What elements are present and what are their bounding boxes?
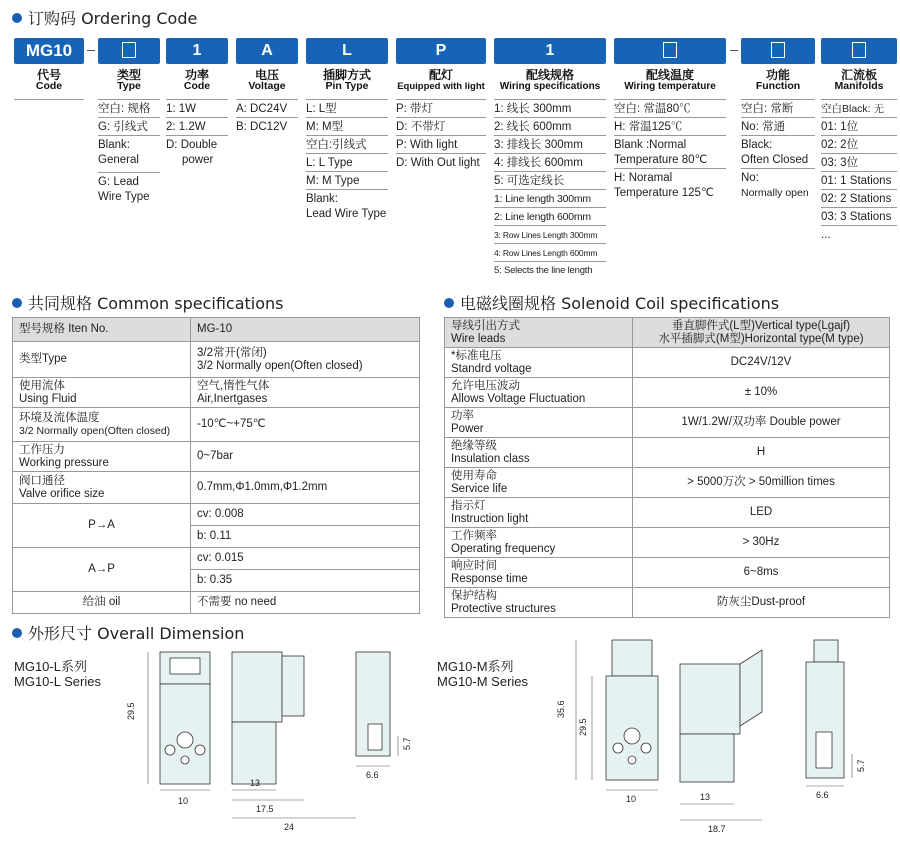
bullet-icon xyxy=(444,298,454,308)
cell-line: Operating frequency xyxy=(451,542,556,555)
table-row xyxy=(13,472,420,504)
cell: 型号规格 Iten No. xyxy=(13,318,191,342)
cell xyxy=(445,378,633,408)
blank-box-icon xyxy=(663,42,677,58)
cell-line: 3/2 Normally open(Often closed) xyxy=(197,359,363,372)
option: G: Lead xyxy=(98,172,160,190)
cell: cv: 0.008 xyxy=(191,504,420,526)
option: M: M Type xyxy=(306,171,388,189)
option: 5: 可选定线长 xyxy=(494,171,606,189)
cell-line: 工作频率 xyxy=(451,529,497,542)
header-pin xyxy=(306,70,388,92)
dim-label: 5.7 xyxy=(856,759,866,772)
option: 5: Selects the line length xyxy=(494,261,606,279)
header-wiring xyxy=(494,70,606,92)
header-function xyxy=(741,70,815,92)
cell: H xyxy=(633,438,890,468)
dim-label: 24 xyxy=(284,822,295,832)
header-en: Type xyxy=(117,80,141,92)
dim-label: 6.6 xyxy=(366,770,379,780)
code-box-type xyxy=(98,38,160,64)
screw-hole xyxy=(613,743,623,753)
dim-label: 17.5 xyxy=(256,804,274,814)
header-en: Voltage xyxy=(248,80,286,92)
option: Wire Type xyxy=(98,191,150,203)
dim-label: 6.6 xyxy=(816,790,829,800)
cell-line: 指示灯 xyxy=(451,499,486,512)
option: L: L型 xyxy=(306,99,388,117)
cell-line: Protective structures xyxy=(451,602,556,615)
coil-side xyxy=(740,650,762,726)
header-en: Function xyxy=(755,80,801,92)
option: Blank: xyxy=(306,189,388,207)
table-row xyxy=(13,408,420,442)
cell-line: 导线引出方式 xyxy=(451,319,520,332)
power-options xyxy=(166,99,228,168)
manifold-options xyxy=(821,99,897,243)
light-options xyxy=(396,99,486,171)
table-row xyxy=(445,348,890,378)
cell-line: Insulation class xyxy=(451,452,530,465)
header-code xyxy=(14,70,84,92)
cell-line: 保护结构 xyxy=(451,589,497,602)
option: 1: 线长 300mm xyxy=(494,99,606,117)
coil-side xyxy=(282,656,304,716)
cell xyxy=(445,558,633,588)
port-circle xyxy=(628,756,636,764)
option: 01: 1位 xyxy=(821,117,897,135)
option: Often Closed xyxy=(741,154,809,166)
option: H: 常温125℃ xyxy=(614,117,726,135)
table-row xyxy=(445,438,890,468)
table-row xyxy=(13,548,420,570)
screw-hole xyxy=(195,745,205,755)
section-title-ordering: 订购码 Ordering Code xyxy=(12,6,197,29)
option: B: DC12V xyxy=(236,117,298,135)
option: Normally open xyxy=(741,187,809,199)
l-series-label xyxy=(14,659,101,689)
dim-label: 29.5 xyxy=(126,702,136,720)
cell: b: 0.11 xyxy=(191,526,420,548)
option: M: M型 xyxy=(306,117,388,135)
end-slot xyxy=(368,724,382,750)
table-row xyxy=(13,318,420,342)
cell: ± 10% xyxy=(633,378,890,408)
cell-line: Air,Inertgases xyxy=(197,392,268,405)
code-box-function xyxy=(741,38,815,64)
option: H: Noramal xyxy=(614,168,726,186)
coil-spec-table xyxy=(444,317,890,618)
header-zh: 代号 xyxy=(36,68,61,82)
voltage-options xyxy=(236,99,298,135)
table-row xyxy=(445,588,890,618)
cell-line: Instruction light xyxy=(451,512,529,525)
header-en: Wiring temperature xyxy=(624,81,716,92)
table-row xyxy=(13,592,420,614)
header-en: Manifolds xyxy=(834,80,884,92)
cell-line: 环境及流体温度 xyxy=(19,411,100,424)
option: P: With light xyxy=(396,135,486,153)
table-row xyxy=(13,442,420,472)
cell-line: 使用寿命 xyxy=(451,469,497,482)
cell-line: 功率 xyxy=(451,409,474,422)
code-box-temp xyxy=(614,38,726,64)
cell: P→A xyxy=(13,504,191,548)
cell: A→P xyxy=(13,548,191,592)
connector-socket xyxy=(170,658,200,674)
valve-side xyxy=(680,734,734,782)
dim-label: 29.5 xyxy=(578,718,588,736)
option: 1: 1W xyxy=(166,99,228,117)
header-zh: 汇流板 xyxy=(840,68,877,82)
option: power xyxy=(182,154,214,166)
option: 空白: 常断 xyxy=(741,99,815,117)
table-row xyxy=(445,558,890,588)
code-box-voltage: A xyxy=(236,38,298,64)
option: Temperature 125℃ xyxy=(614,187,714,199)
pin-options xyxy=(306,99,388,222)
cell-line: 响应时间 xyxy=(451,559,497,572)
option: 4: 排线长 600mm xyxy=(494,153,606,171)
label-line: MG10-L Series xyxy=(14,674,101,689)
table-row xyxy=(445,318,890,348)
cell: MG-10 xyxy=(191,318,420,342)
header-temp xyxy=(614,70,726,92)
code-box-pin: L xyxy=(306,38,388,64)
option: Blank: xyxy=(98,135,160,153)
option: 空白: 规格 xyxy=(98,99,160,117)
section-title-coil: 电磁线圈规格 Solenoid Coil specifications xyxy=(444,291,779,314)
cell-line: Power xyxy=(451,422,484,435)
section-title-common: 共同规格 Common specifications xyxy=(12,291,283,314)
cell-line: Response time xyxy=(451,572,528,585)
m-series-drawing xyxy=(550,636,890,846)
section-title-dimension: 外形尺寸 Overall Dimension xyxy=(12,621,244,644)
code-box-manifold xyxy=(821,38,897,64)
label-line: MG10-L系列 xyxy=(14,659,87,674)
cell xyxy=(445,588,633,618)
cell-line: Valve orifice size xyxy=(19,487,105,500)
connector-shape xyxy=(612,640,652,676)
cell xyxy=(445,528,633,558)
table-row xyxy=(13,504,420,526)
cell-line: 工作压力 xyxy=(19,443,65,456)
cell: 类型Type xyxy=(13,342,191,378)
option: Temperature 80℃ xyxy=(614,154,708,166)
port-circle xyxy=(624,728,640,744)
option: General xyxy=(98,154,139,166)
table-row xyxy=(445,378,890,408)
code-box-power: 1 xyxy=(166,38,228,64)
header-en: Wiring specifications xyxy=(499,81,601,92)
cell-line: Wire leads xyxy=(451,332,506,345)
dim-label: 35.6 xyxy=(556,700,566,718)
table-row xyxy=(13,342,420,378)
cell-line: 垂直脚件式(L型)Vertical type(Lgajf) xyxy=(671,319,851,332)
cell-line: Working pressure xyxy=(19,456,109,469)
cell xyxy=(13,472,191,504)
header-type xyxy=(98,70,160,92)
dim-label: 13 xyxy=(700,792,711,802)
code-column xyxy=(14,99,84,103)
header-zh: 功能 xyxy=(765,68,790,82)
cell: b: 0.35 xyxy=(191,570,420,592)
cell: cv: 0.015 xyxy=(191,548,420,570)
cell-line: *标准电压 xyxy=(451,349,502,362)
cell xyxy=(13,378,191,408)
port-circle xyxy=(181,756,189,764)
code-dash xyxy=(730,50,738,51)
header-en: Pin Type xyxy=(325,80,369,92)
header-en: Equipped with light xyxy=(397,81,485,92)
blank-box-icon xyxy=(771,42,785,58)
header-en: Code xyxy=(35,80,63,92)
table-row xyxy=(445,528,890,558)
cell: LED xyxy=(633,498,890,528)
cell: DC24V/12V xyxy=(633,348,890,378)
option: Lead Wire Type xyxy=(306,208,387,220)
option: 2: 1.2W xyxy=(166,117,228,135)
bullet-icon xyxy=(12,13,22,23)
option: D: Double xyxy=(166,135,228,153)
blank-box-icon xyxy=(122,42,136,58)
cell-line: 使用流体 xyxy=(19,379,65,392)
cell-line: 3/2常开(常闭) xyxy=(197,346,267,359)
header-zh: 配线规格 xyxy=(525,68,574,82)
cell-line: 3/2 Normally open(Often closed) xyxy=(19,424,171,437)
function-options xyxy=(741,99,815,201)
end-slot xyxy=(816,732,832,768)
header-en: Code xyxy=(183,80,211,92)
cell: 给油 oil xyxy=(13,592,191,614)
dim-label: 10 xyxy=(626,794,637,804)
valve-side xyxy=(232,722,276,784)
body-side xyxy=(232,652,282,722)
cell: 不需要 no need xyxy=(191,592,420,614)
cell-line: Allows Voltage Fluctuation xyxy=(451,392,586,405)
code-box-light: P xyxy=(396,38,486,64)
option: P: 带灯 xyxy=(396,99,486,117)
cell xyxy=(445,408,633,438)
option: 2: Line length 600mm xyxy=(494,207,606,225)
port-circle xyxy=(177,732,193,748)
option: No: xyxy=(741,168,815,186)
cell-line: 阀口通径 xyxy=(19,474,65,487)
dim-label: 13 xyxy=(250,778,261,788)
option: ... xyxy=(821,225,897,243)
cell: -10℃~+75℃ xyxy=(191,408,420,442)
option: A: DC24V xyxy=(236,99,298,117)
header-light xyxy=(396,70,486,92)
cell xyxy=(191,378,420,408)
cell: 6~8ms xyxy=(633,558,890,588)
divider xyxy=(14,99,84,103)
end-connector xyxy=(814,640,838,662)
dim-label: 5.7 xyxy=(402,737,412,750)
dim-label: 18.7 xyxy=(708,824,726,834)
cell xyxy=(445,348,633,378)
header-zh: 配灯 xyxy=(428,68,453,82)
cell xyxy=(445,438,633,468)
m-series-label xyxy=(437,659,528,689)
header-voltage xyxy=(236,70,298,92)
cell-line: Using Fluid xyxy=(19,392,77,405)
code-box-wiring: 1 xyxy=(494,38,606,64)
cell: 1W/1.2W/双功率 Double power xyxy=(633,408,890,438)
header-zh: 功率 xyxy=(184,68,209,82)
type-options xyxy=(98,99,160,205)
cell-line: 水平插脚式(M型)Horizontal type(M type) xyxy=(658,332,864,345)
cell xyxy=(633,318,890,348)
wiring-options xyxy=(494,99,606,279)
option: 02: 2位 xyxy=(821,135,897,153)
code-box-model: MG10 xyxy=(14,38,84,64)
cell: 0.7mm,Φ1.0mm,Φ1.2mm xyxy=(191,472,420,504)
cell-line: 允许电压波动 xyxy=(451,379,520,392)
body-side xyxy=(680,664,740,734)
cell: 防灰尘Dust-proof xyxy=(633,588,890,618)
cell xyxy=(13,408,191,442)
option: Blank :Normal xyxy=(614,135,726,153)
l-series-drawing xyxy=(120,640,430,848)
option: 4: Row Lines Length 600mm xyxy=(494,243,606,261)
cell xyxy=(445,468,633,498)
option: D: With Out light xyxy=(396,153,486,171)
label-line: MG10-M系列 xyxy=(437,659,514,674)
bullet-icon xyxy=(12,298,22,308)
cell-line: 绝缘等级 xyxy=(451,439,497,452)
option: 03: 3 Stations xyxy=(821,207,897,225)
common-spec-table xyxy=(12,317,420,614)
option: Black: xyxy=(741,135,815,153)
header-zh: 类型 xyxy=(116,68,141,82)
cell xyxy=(445,318,633,348)
blank-box-icon xyxy=(852,42,866,58)
cell: > 5000万次 > 50million times xyxy=(633,468,890,498)
dim-label: 10 xyxy=(178,796,189,806)
option: 03: 3位 xyxy=(821,153,897,171)
label-line: MG10-M Series xyxy=(437,674,529,689)
cell: 0~7bar xyxy=(191,442,420,472)
option: G: 引线式 xyxy=(98,117,160,135)
cell-line: Service life xyxy=(451,482,508,495)
cell-line: Standrd voltage xyxy=(451,362,532,375)
temp-options xyxy=(614,99,726,201)
option: L: L Type xyxy=(306,153,388,171)
cell xyxy=(191,342,420,378)
cell xyxy=(445,498,633,528)
option: D: 不带灯 xyxy=(396,117,486,135)
header-zh: 配线温度 xyxy=(645,68,694,82)
table-row xyxy=(445,468,890,498)
code-dash xyxy=(87,50,95,51)
table-row xyxy=(445,408,890,438)
screw-hole xyxy=(165,745,175,755)
option: 空白Black: 无 xyxy=(821,99,897,117)
cell xyxy=(13,442,191,472)
cell: > 30Hz xyxy=(633,528,890,558)
option: 3: 排线长 300mm xyxy=(494,135,606,153)
cell-line: 空气,惰性气体 xyxy=(197,379,270,392)
option: 3: Row Lines Length 300mm xyxy=(494,225,606,243)
table-row xyxy=(13,378,420,408)
option: No: 常通 xyxy=(741,117,815,135)
option: 1: Line length 300mm xyxy=(494,189,606,207)
option: 2: 线长 600mm xyxy=(494,117,606,135)
bullet-icon xyxy=(12,628,22,638)
header-zh: 电压 xyxy=(254,68,279,82)
table-row xyxy=(445,498,890,528)
option: 空白:引线式 xyxy=(306,135,388,153)
screw-hole xyxy=(641,743,651,753)
header-power xyxy=(166,70,228,92)
header-zh: 插脚方式 xyxy=(322,68,371,82)
header-manifold xyxy=(821,70,897,92)
option: 空白: 常温80℃ xyxy=(614,99,726,117)
option: 01: 1 Stations xyxy=(821,171,897,189)
option: 02: 2 Stations xyxy=(821,189,897,207)
